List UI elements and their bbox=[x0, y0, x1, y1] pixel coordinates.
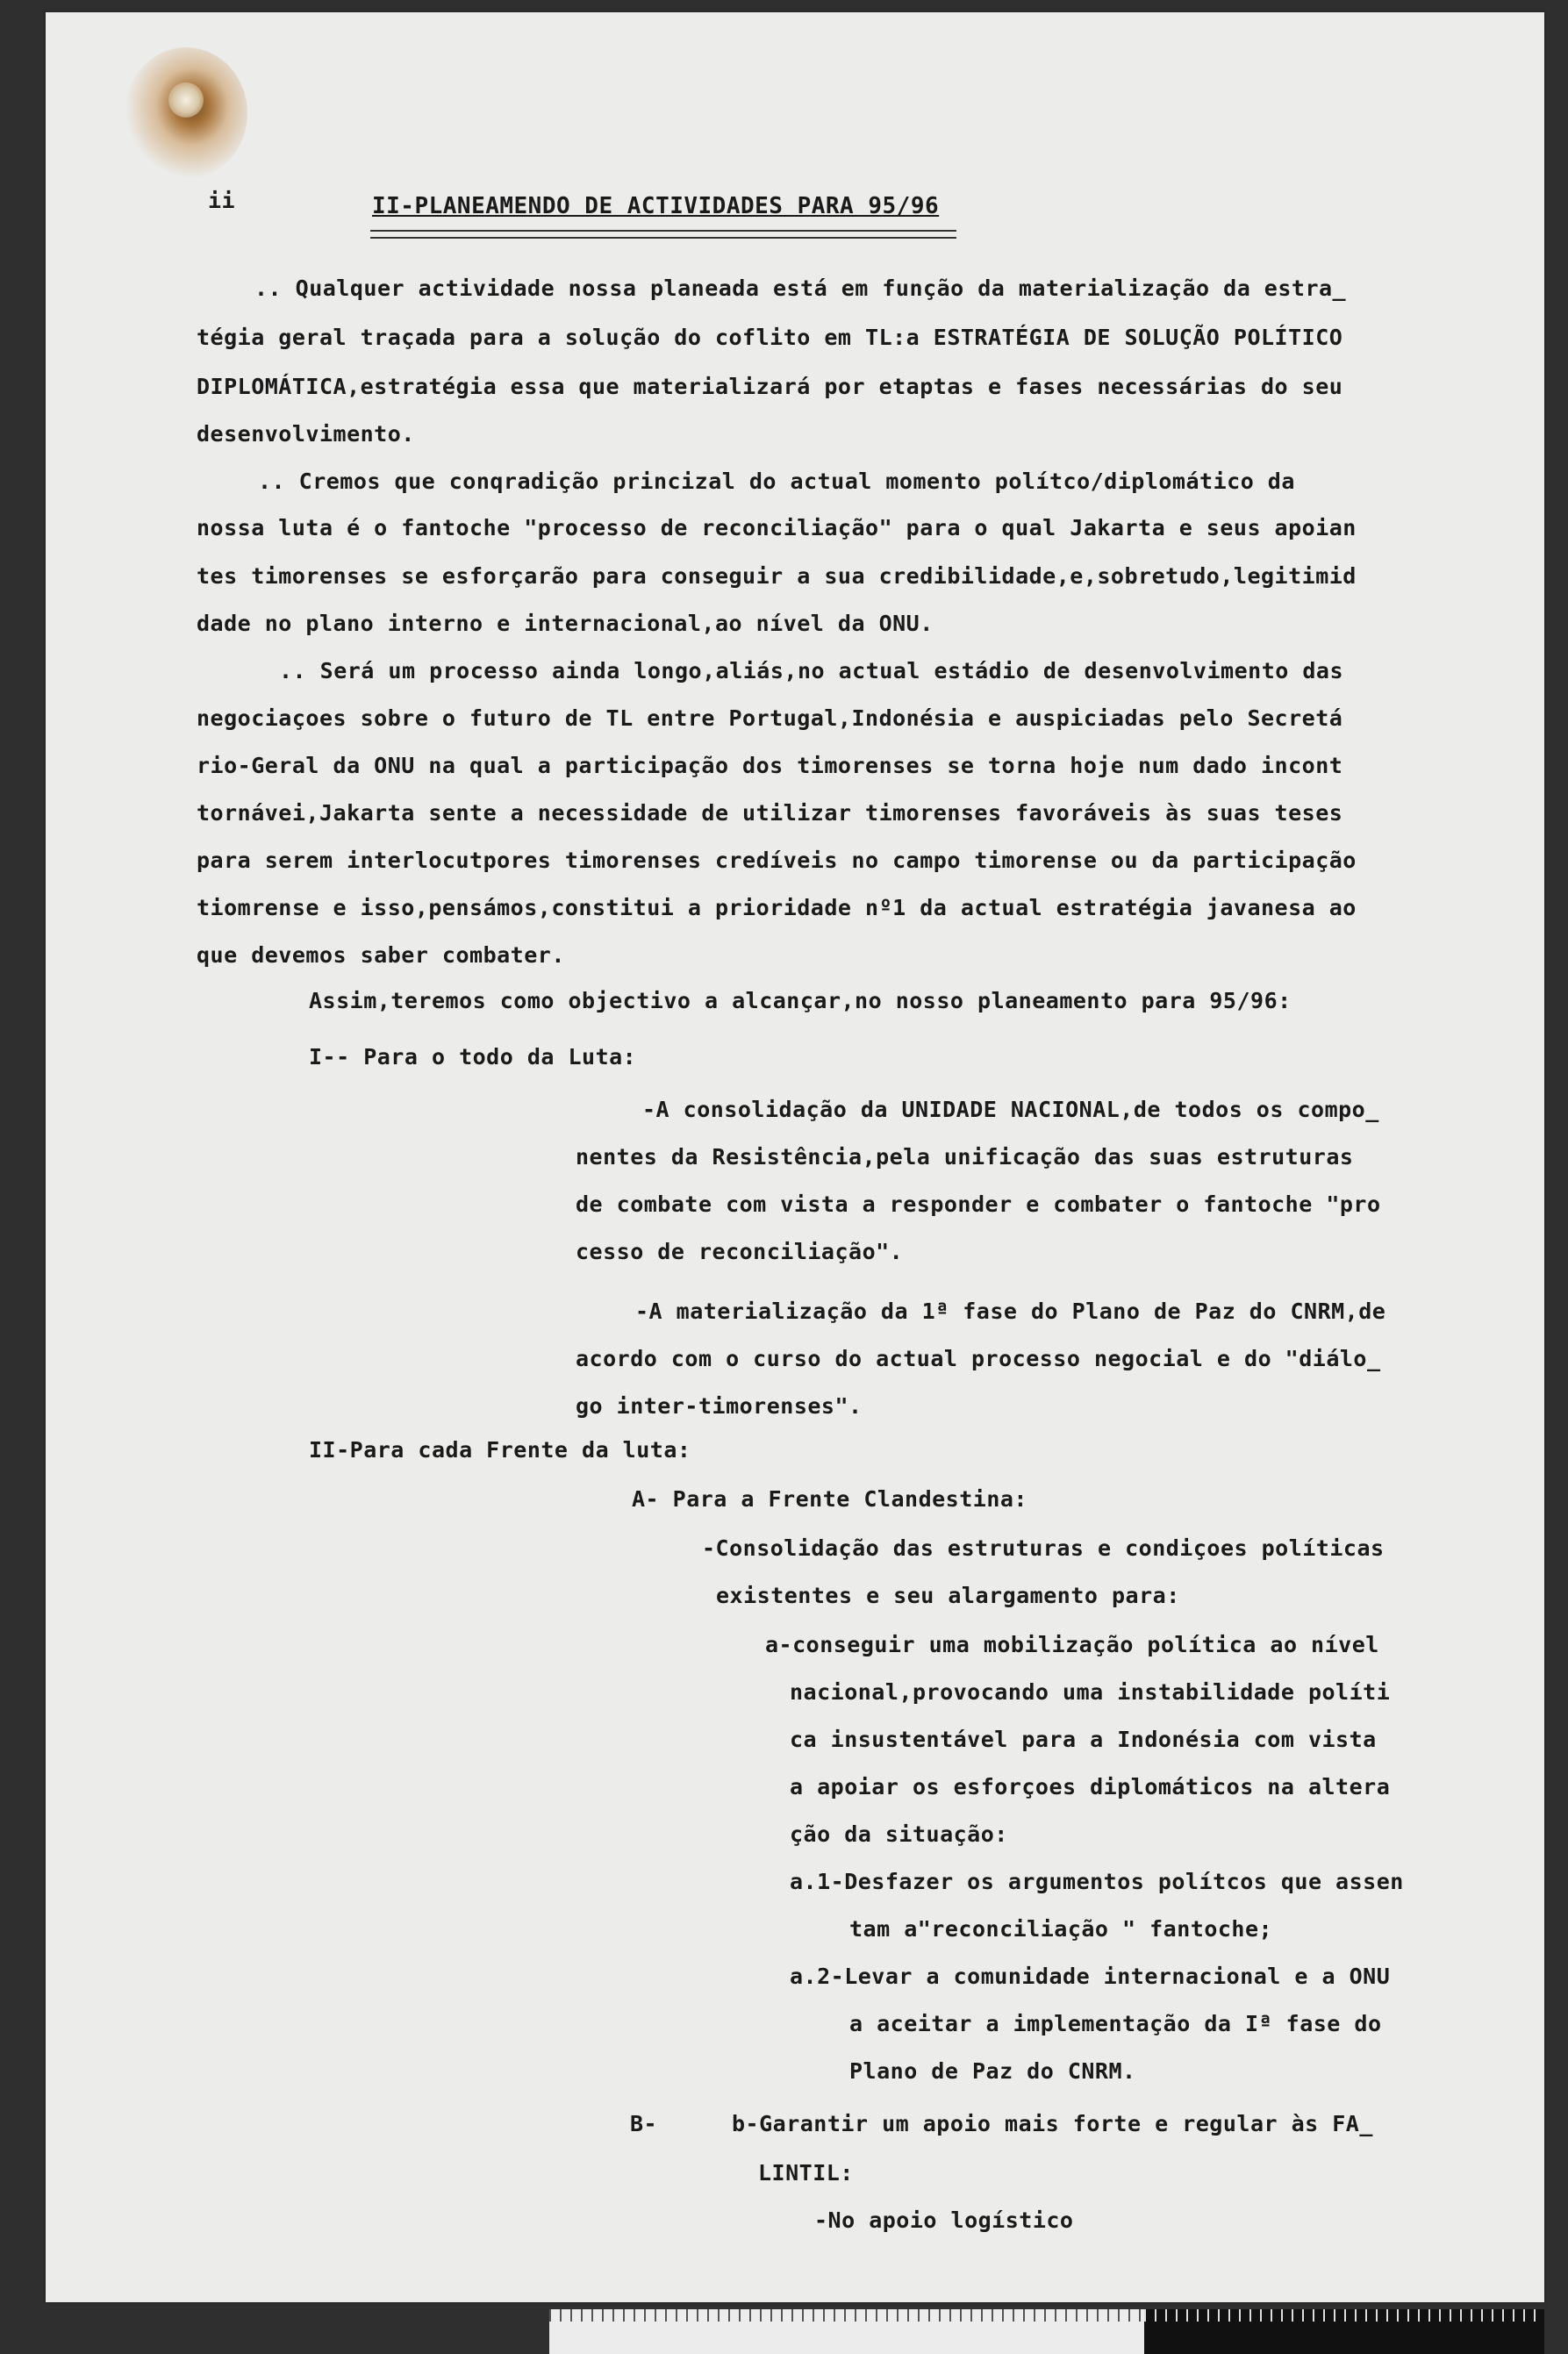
body-line: que devemos saber combater. bbox=[197, 942, 565, 968]
body-line: nossa luta é o fantoche "processo de reconciliação" para o qual Jakarta e seus apoian bbox=[197, 515, 1357, 540]
body-line: negociaçoes sobre o futuro de TL entre Portugal,Indonésia e auspiciadas pelo Secretá bbox=[197, 705, 1343, 731]
body-line: .. Cremos que conqradição princizal do actual momento polítco/diplomático da bbox=[258, 469, 1295, 494]
body-line: LINTIL: bbox=[758, 2160, 854, 2186]
body-line: existentes e seu alargamento para: bbox=[716, 1583, 1180, 1608]
body-line: a apoiar os esforçoes diplomáticos na altera bbox=[790, 1774, 1391, 1799]
body-line: a-conseguir uma mobilização política ao nível bbox=[765, 1632, 1379, 1657]
document-page bbox=[46, 12, 1544, 2302]
body-line: -A materialização da 1ª fase do Plano de Paz do CNRM,de bbox=[635, 1299, 1386, 1324]
body-line: Assim,teremos como objectivo a alcançar,no nosso planeamento para 95/96: bbox=[309, 988, 1292, 1013]
body-line: de combate com vista a responder e combater o fantoche "pro bbox=[576, 1191, 1381, 1217]
subsection-heading: A- Para a Frente Clandestina: bbox=[632, 1486, 1027, 1512]
body-line: rio-Geral da ONU na qual a participação dos timorenses se torna hoje num dado incont bbox=[197, 753, 1343, 778]
body-line: tes timorenses se esforçarão para conseguir a sua credibilidade,e,sobretudo,legitimid bbox=[197, 563, 1357, 589]
body-line: nentes da Resistência,pela unificação das suas estruturas bbox=[576, 1144, 1354, 1170]
body-line: go inter-timorenses". bbox=[576, 1393, 863, 1419]
measurement-scale-bar bbox=[549, 2309, 1544, 2354]
body-line: ção da situação: bbox=[790, 1821, 1008, 1847]
title-underline bbox=[370, 230, 956, 239]
body-line: ca insustentável para a Indonésia com vista bbox=[790, 1727, 1377, 1752]
body-line: DIPLOMÁTICA,estratégia essa que materializará por etaptas e fases necessárias do seu bbox=[197, 374, 1343, 399]
body-line: b-Garantir um apoio mais forte e regular às FA_ bbox=[732, 2111, 1373, 2136]
section-heading: II-Para cada Frente da luta: bbox=[309, 1437, 691, 1463]
burn-stain-center bbox=[168, 82, 204, 118]
body-line: .. Será um processo ainda longo,aliás,no actual estádio de desenvolvimento das bbox=[279, 658, 1343, 683]
body-line: tam a"reconciliação " fantoche; bbox=[849, 1916, 1273, 1942]
body-line: -Consolidação das estruturas e condiçoes políticas bbox=[702, 1535, 1385, 1561]
body-line: nacional,provocando uma instabilidade políti bbox=[790, 1679, 1391, 1705]
page-title: II-PLANEAMENDO DE ACTIVIDADES PARA 95/96 bbox=[372, 193, 940, 219]
body-line: tégia geral traçada para a solução do coflito em TL:a ESTRATÉGIA DE SOLUÇÃO POLÍTICO bbox=[197, 325, 1343, 350]
body-line: a.1-Desfazer os argumentos polítcos que assen bbox=[790, 1869, 1404, 1894]
scale-light-segment bbox=[549, 2309, 1144, 2354]
page-number: ii bbox=[208, 188, 236, 213]
body-line: Plano de Paz do CNRM. bbox=[849, 2058, 1136, 2084]
body-line: a aceitar a implementação da Iª fase do bbox=[849, 2011, 1382, 2036]
body-line: para serem interlocutpores timorenses credíveis no campo timorense ou da participação bbox=[197, 848, 1357, 873]
body-line: desenvolvimento. bbox=[197, 421, 415, 447]
body-line: tornávei,Jakarta sente a necessidade de utilizar timorenses favoráveis às suas teses bbox=[197, 800, 1343, 826]
body-line: dade no plano interno e internacional,ao nível da ONU. bbox=[197, 611, 934, 636]
body-line: -No apoio logístico bbox=[814, 2207, 1074, 2233]
scale-dark-segment bbox=[1144, 2309, 1544, 2354]
body-line: acordo com o curso do actual processo negocial e do "diálo_ bbox=[576, 1346, 1381, 1371]
body-line: -A consolidação da UNIDADE NACIONAL,de todos os compo_ bbox=[642, 1097, 1379, 1122]
body-line: a.2-Levar a comunidade internacional e a ONU bbox=[790, 1964, 1391, 1989]
body-line: .. Qualquer actividade nossa planeada está em função da materialização da estra_ bbox=[254, 275, 1347, 301]
body-line: tiomrense e isso,pensámos,constitui a prioridade nº1 da actual estratégia javanesa ao bbox=[197, 895, 1357, 920]
body-line: cesso de reconciliação". bbox=[576, 1239, 904, 1264]
item-label: B- bbox=[630, 2111, 658, 2136]
section-heading: I-- Para o todo da Luta: bbox=[309, 1044, 637, 1070]
